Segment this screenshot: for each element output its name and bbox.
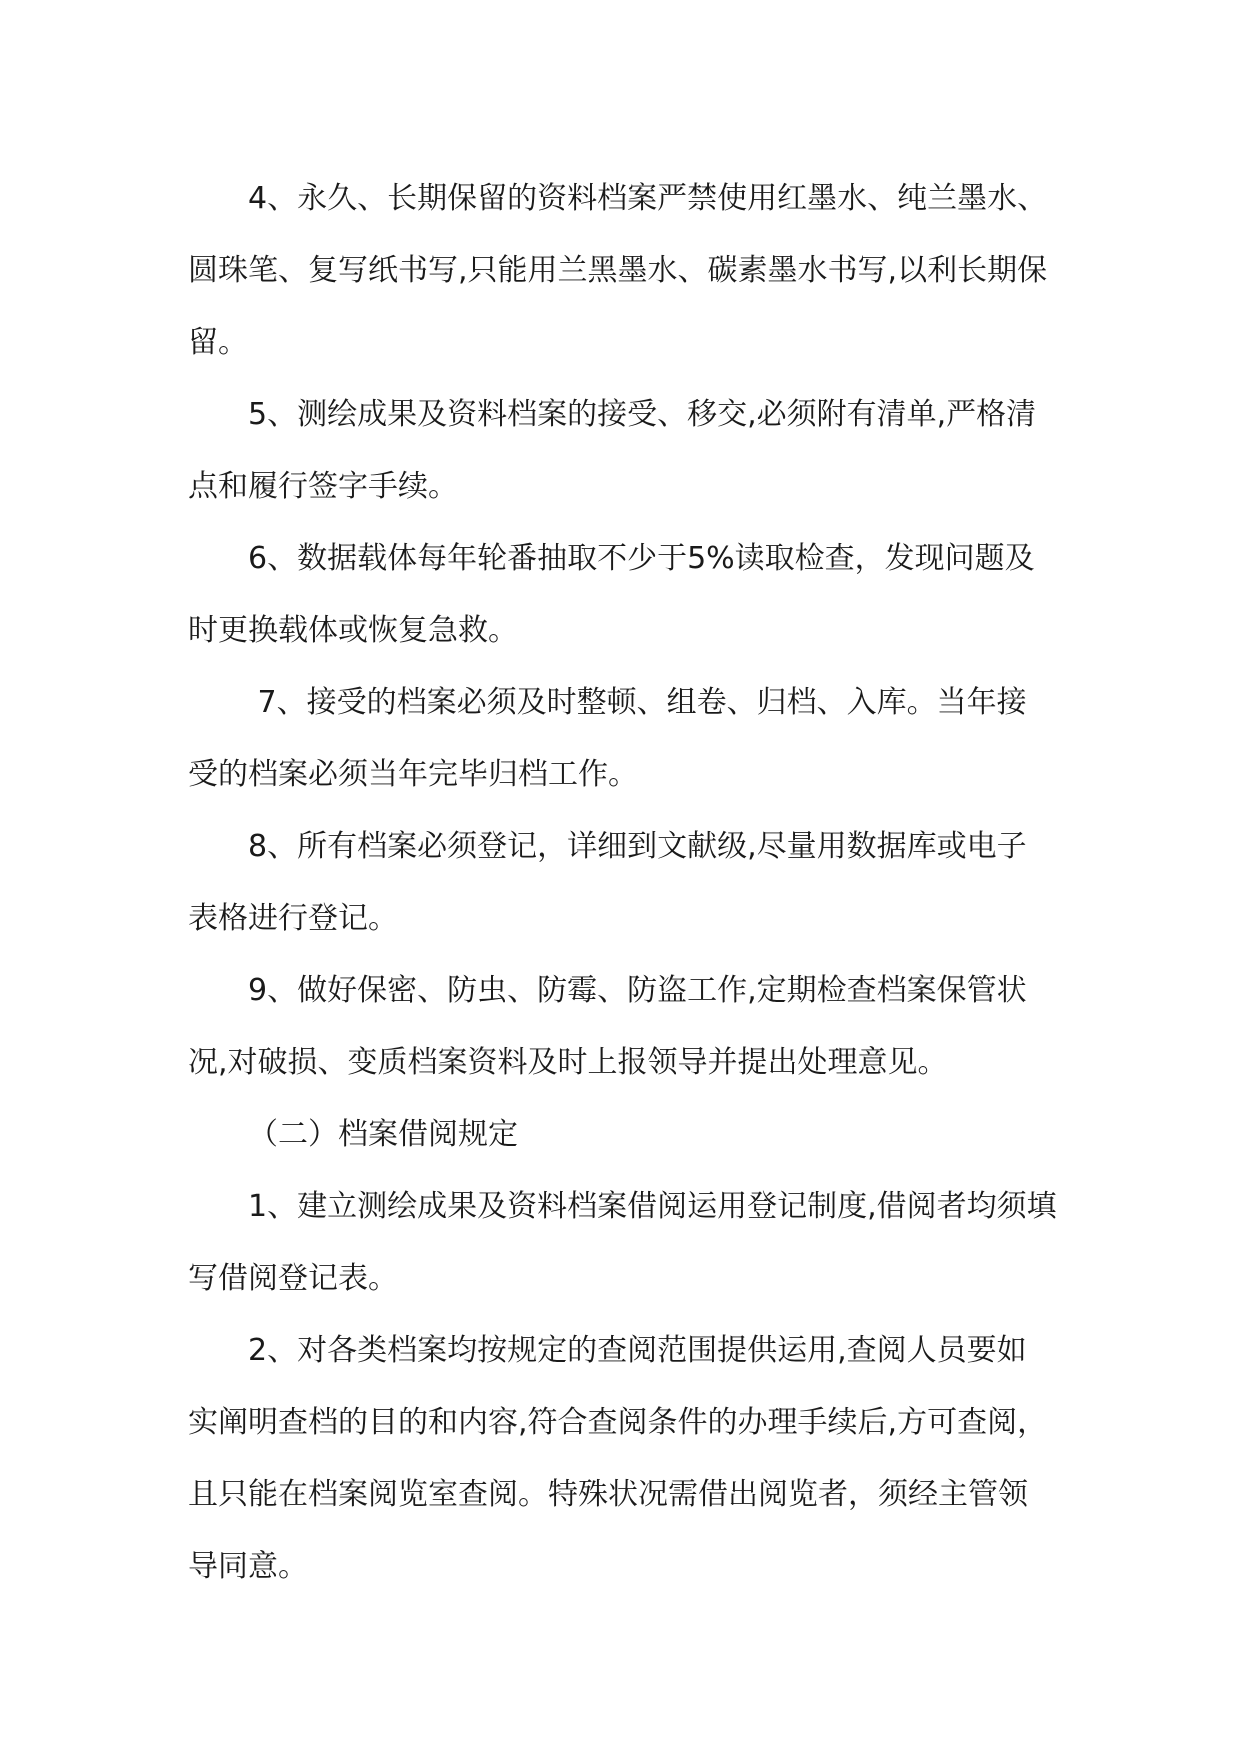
text-line: 点和履行签字手续。 bbox=[188, 469, 458, 504]
text-line: 时更换载体或恢复急救。 bbox=[188, 613, 518, 648]
text-line: 写借阅登记表。 bbox=[188, 1261, 398, 1296]
text-line: 9、做好保密、防虫、防霉、防盗工作,定期检查档案保管状 bbox=[248, 973, 1027, 1008]
paragraph-item-5 bbox=[188, 379, 1068, 523]
text-line: 圆珠笔、复写纸书写,只能用兰黑墨水、碳素墨水书写,以利长期保 bbox=[188, 253, 1048, 288]
text-line: 导同意。 bbox=[188, 1549, 308, 1584]
section-heading-borrowing bbox=[188, 1099, 1068, 1171]
paragraph-item-1 bbox=[188, 1171, 1068, 1315]
paragraph-item-4 bbox=[188, 163, 1068, 379]
paragraph-item-6 bbox=[188, 523, 1068, 667]
text-line: 况,对破损、变质档案资料及时上报领导并提出处理意见。 bbox=[188, 1045, 948, 1080]
text-line: 5、测绘成果及资料档案的接受、移交,必须附有清单,严格清 bbox=[248, 397, 1037, 432]
paragraph-item-2 bbox=[188, 1315, 1068, 1603]
text-line: 1、建立测绘成果及资料档案借阅运用登记制度,借阅者均须填 bbox=[248, 1189, 1057, 1224]
paragraph-item-9 bbox=[188, 955, 1068, 1099]
paragraph-item-8 bbox=[188, 811, 1068, 955]
text-line: 8、所有档案必须登记，详细到文献级,尽量用数据库或电子 bbox=[248, 829, 1027, 864]
text-line: 2、对各类档案均按规定的查阅范围提供运用,查阅人员要如 bbox=[248, 1333, 1027, 1368]
text-line: 表格进行登记。 bbox=[188, 901, 398, 936]
paragraph-item-7 bbox=[188, 667, 1068, 811]
text-line: 受的档案必须当年完毕归档工作。 bbox=[188, 757, 638, 792]
text-line: 实阐明查档的目的和内容,符合查阅条件的办理手续后,方可查阅， bbox=[188, 1405, 1048, 1440]
text-line: 且只能在档案阅览室查阅。特殊状况需借出阅览者，须经主管领 bbox=[188, 1477, 1028, 1512]
text-line: 7、接受的档案必须及时整顿、组卷、归档、入库。当年接 bbox=[248, 685, 1027, 720]
text-line: 4、永久、长期保留的资料档案严禁使用红墨水、纯兰墨水、 bbox=[248, 181, 1048, 216]
text-line: 留。 bbox=[188, 325, 248, 360]
text-line: 6、数据载体每年轮番抽取不少于5%读取检查，发现问题及 bbox=[248, 541, 1035, 576]
section-heading: （二）档案借阅规定 bbox=[248, 1117, 518, 1152]
document-body bbox=[188, 163, 1068, 1603]
